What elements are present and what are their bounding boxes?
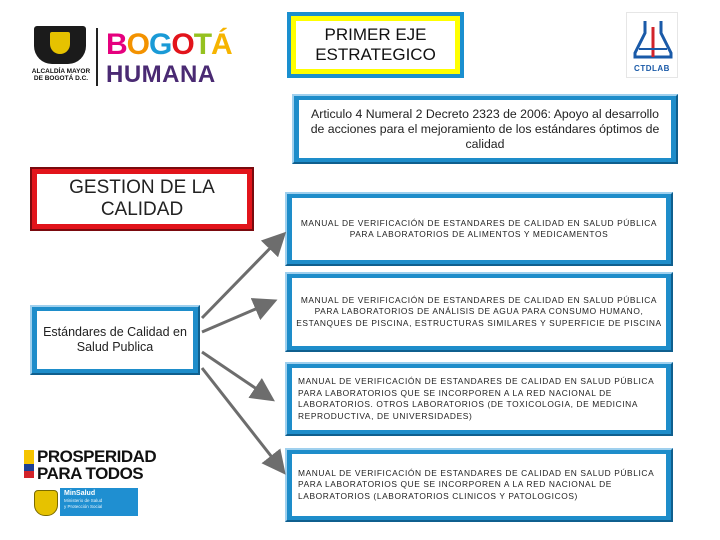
estandares-label: Estándares de Calidad en Salud Publica <box>37 311 193 369</box>
articulo-box <box>292 94 678 164</box>
manual-text: MANUAL DE VERIFICACIÓN DE ESTANDARES DE CALIDAD EN SALUD PÚBLICA PARA LABORATORIOS QUE SE INCORPOREN A LA RED NACIONAL DE LABORATORIOS (LABORATORIOS CLINICOS Y PATOLOGICOS) <box>292 454 666 516</box>
prosperidad-para-todos-logo <box>24 447 157 488</box>
manual-text: MANUAL DE VERIFICACIÓN DE ESTANDARES DE CALIDAD EN SALUD PÚBLICA PARA LABORATORIOS QUE SE INCORPOREN A LA RED NACIONAL DE LABORATORIOS. OTROS LABORATORIOS (DE TOXICOLOGIA, DE MEDICINA REPRODUCTIVA, DE UNIVERSIDADES) <box>292 368 666 430</box>
manual-text: MANUAL DE VERIFICACIÓN DE ESTANDARES DE CALIDAD EN SALUD PÚBLICA PARA LABORATORIOS DE ANÁLISIS DE AGUA PARA CONSUMO HUMANO, ESTANQUES DE PISCINA, ESTRUCTURAS SIMILARES Y SUPERFICIE DE PISCINA <box>292 278 666 346</box>
minsalud-subtitle: y Protección Social <box>64 503 103 509</box>
manual-box-alimentos <box>285 192 673 266</box>
ctdlab-mark-icon <box>631 17 675 61</box>
prosperidad-wordmark <box>37 448 156 482</box>
arrow-to-manual-clinicos <box>202 368 282 470</box>
bogota-humana-logo <box>28 20 232 95</box>
colombia-coat-of-arms-icon <box>34 490 58 516</box>
bogota-wordmark <box>106 30 232 60</box>
arrow-to-manual-agua <box>202 302 272 332</box>
bogota-letter: O <box>171 28 194 61</box>
manual-box-otros-laboratorios <box>285 362 673 436</box>
gestion-calidad-label: GESTION DE LA CALIDAD <box>37 174 247 224</box>
prosperidad-line: PROSPERIDAD <box>37 447 157 466</box>
articulo-text: Articulo 4 Numeral 2 Decreto 2323 de 2006: Apoyo al desarrollo de acciones para el mejoramiento de los estándares óptimos de calidad <box>299 100 671 158</box>
minsalud-subtitle: Ministerio de Salud <box>64 498 103 503</box>
title-box <box>287 12 464 78</box>
para-todos-line: PARA TODOS <box>37 464 144 483</box>
bogota-letter: Á <box>211 28 232 61</box>
manual-text: MANUAL DE VERIFICACIÓN DE ESTANDARES DE CALIDAD EN SALUD PÚBLICA PARA LABORATORIOS DE ALIMENTOS Y MEDICAMENTOS <box>292 198 666 260</box>
ctdlab-label: CTDLAB <box>634 64 670 73</box>
bogota-letter: B <box>106 28 127 61</box>
colombia-flag-icon <box>24 450 34 478</box>
manual-box-clinicos <box>285 448 673 522</box>
logo-divider <box>96 28 98 86</box>
minsalud-title: MinSalud <box>64 490 96 497</box>
page-title: PRIMER EJE ESTRATEGICO <box>296 21 455 69</box>
arrow-to-manual-alimentos <box>202 236 282 318</box>
manual-box-agua <box>285 272 673 352</box>
bogota-letter: G <box>149 28 172 61</box>
humana-wordmark: HUMANA <box>106 61 216 88</box>
bogota-coat-of-arms-icon <box>34 26 86 64</box>
estandares-box <box>30 305 200 375</box>
minsalud-panel <box>60 488 138 516</box>
bogota-letter: T <box>193 28 212 61</box>
bogota-letter: O <box>126 28 150 61</box>
alcaldia-label: ALCALDÍA MAYOR DE BOGOTÁ D.C. <box>31 68 91 82</box>
gestion-calidad-box <box>30 167 254 231</box>
ctdlab-logo <box>626 12 678 78</box>
minsalud-logo <box>32 488 138 516</box>
arrow-to-manual-otros-laboratorios <box>202 352 270 398</box>
